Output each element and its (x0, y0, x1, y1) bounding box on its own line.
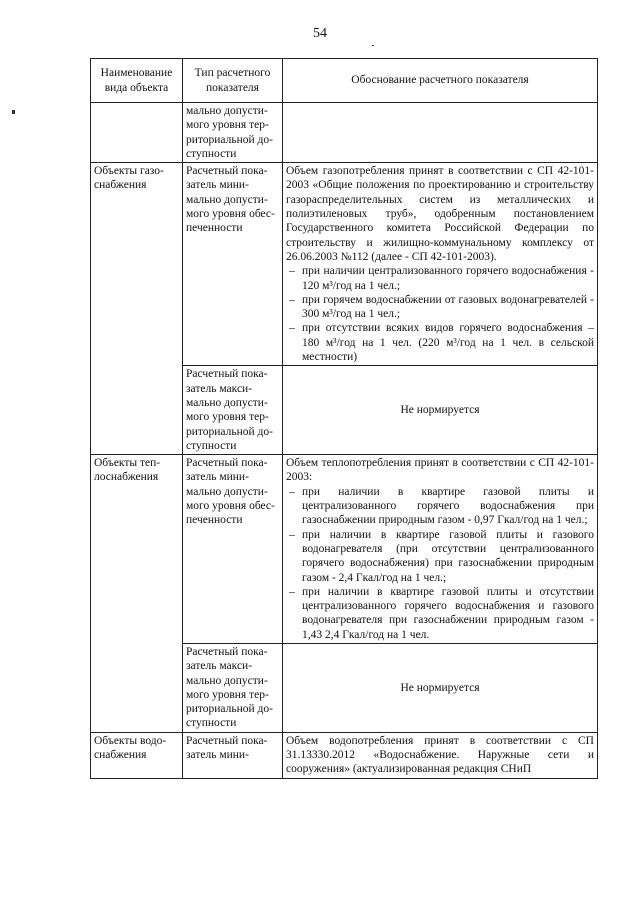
list-item: – при отсутствии всяких видов горячего водоснабжения – 180 м³/год на 1 чел. (220 м³/год на 1 чел. в сельской местности) (286, 321, 594, 364)
not-regulated-value: Не нормируется (283, 366, 598, 455)
table-row (91, 163, 598, 366)
indicator-max-accessibility: Расчетный пока- затель макси- мально допусти- мого уровня тер- риториальной до- ступности (183, 643, 283, 732)
header-object-type: Наименование вида объекта (91, 59, 183, 103)
list-item: – при наличии в квартире газовой плиты и централизованного горячего водоснабжения при газоснабжении природным газом - 0,97 Гкал/год на 1 чел.; (286, 485, 594, 528)
header-indicator-type: Тип расчетного показателя (183, 59, 283, 103)
page-number: 54 (313, 26, 327, 41)
list-item: – при наличии в квартире газовой плиты и отсутствии централизованного горячего водоснабжения и газового водонагревателя при газоснабжении природным газом - 1,43 2,4 Гкал/год на 1 чел. (286, 585, 594, 642)
table-row (91, 103, 598, 163)
table-row (91, 455, 598, 644)
indicator-min-provision: Расчетный пока- затель мини- (183, 732, 283, 778)
gas-justification (283, 163, 598, 366)
header-justification: Обоснование расчетного показателя (283, 59, 598, 103)
heat-consumption-list (286, 485, 594, 642)
water-justification: Объем водопотребления принят в соответствии с СП 31.13330.2012 «Водоснабжение. Наружные сети и сооружения» (актуализированная редакция СНиП (283, 732, 598, 778)
continued-indicator-cell: мально допусти- мого уровня тер- риториальной до- ступности (183, 103, 283, 163)
heat-justification-intro: Объем теплопотребления принят в соответствии с СП 42-101-2003: (286, 457, 594, 484)
indicator-max-accessibility: Расчетный пока- затель макси- мально допусти- мого уровня тер- риториальной до- ступности (183, 366, 283, 455)
object-gas-supply: Объекты газо- снабжения (91, 163, 183, 455)
list-item: – при наличии в квартире газовой плиты и газового водонагревателя (при отсутствии централизованного горячего водоснабжения) при газоснабжении природным газом - 2,4 Гкал/год на 1 чел.; (286, 528, 594, 585)
not-regulated-value: Не нормируется (283, 643, 598, 732)
list-item: – при наличии централизованного горячего водоснабжения - 120 м³/год на 1 чел.; (286, 264, 594, 293)
object-water-supply: Объекты водо- снабжения (91, 732, 183, 778)
list-item: – при горячем водоснабжении от газовых водонагревателей - 300 м³/год на 1 чел.; (286, 293, 594, 322)
table-header-row (91, 59, 598, 103)
gas-consumption-list (286, 264, 594, 364)
indicator-min-provision: Расчетный пока- затель мини- мально допусти- мого уровня обес- печенности (183, 455, 283, 644)
indicator-min-provision: Расчетный пока- затель мини- мально допусти- мого уровня обес- печенности (183, 163, 283, 366)
scan-speck (12, 110, 15, 114)
empty-cell (91, 103, 183, 163)
heat-justification (283, 455, 598, 644)
table-row (91, 732, 598, 778)
empty-cell (283, 103, 598, 163)
object-heat-supply: Объекты теп- лоснабжения (91, 455, 183, 733)
gas-justification-intro: Объем газопотребления принят в соответствии с СП 42-101-2003 «Общие положения по проектированию и строительству газораспределительных систем из металлических и полиэтиленовых труб», одобренным постановлением Государственного комитета Российской Федерации по строительству и жилищно-коммунальному комплексу от 26.06.2003 №112 (далее - СП 42-101-2003). (286, 165, 594, 263)
scan-speck (372, 45, 374, 46)
indicators-table (90, 58, 598, 779)
